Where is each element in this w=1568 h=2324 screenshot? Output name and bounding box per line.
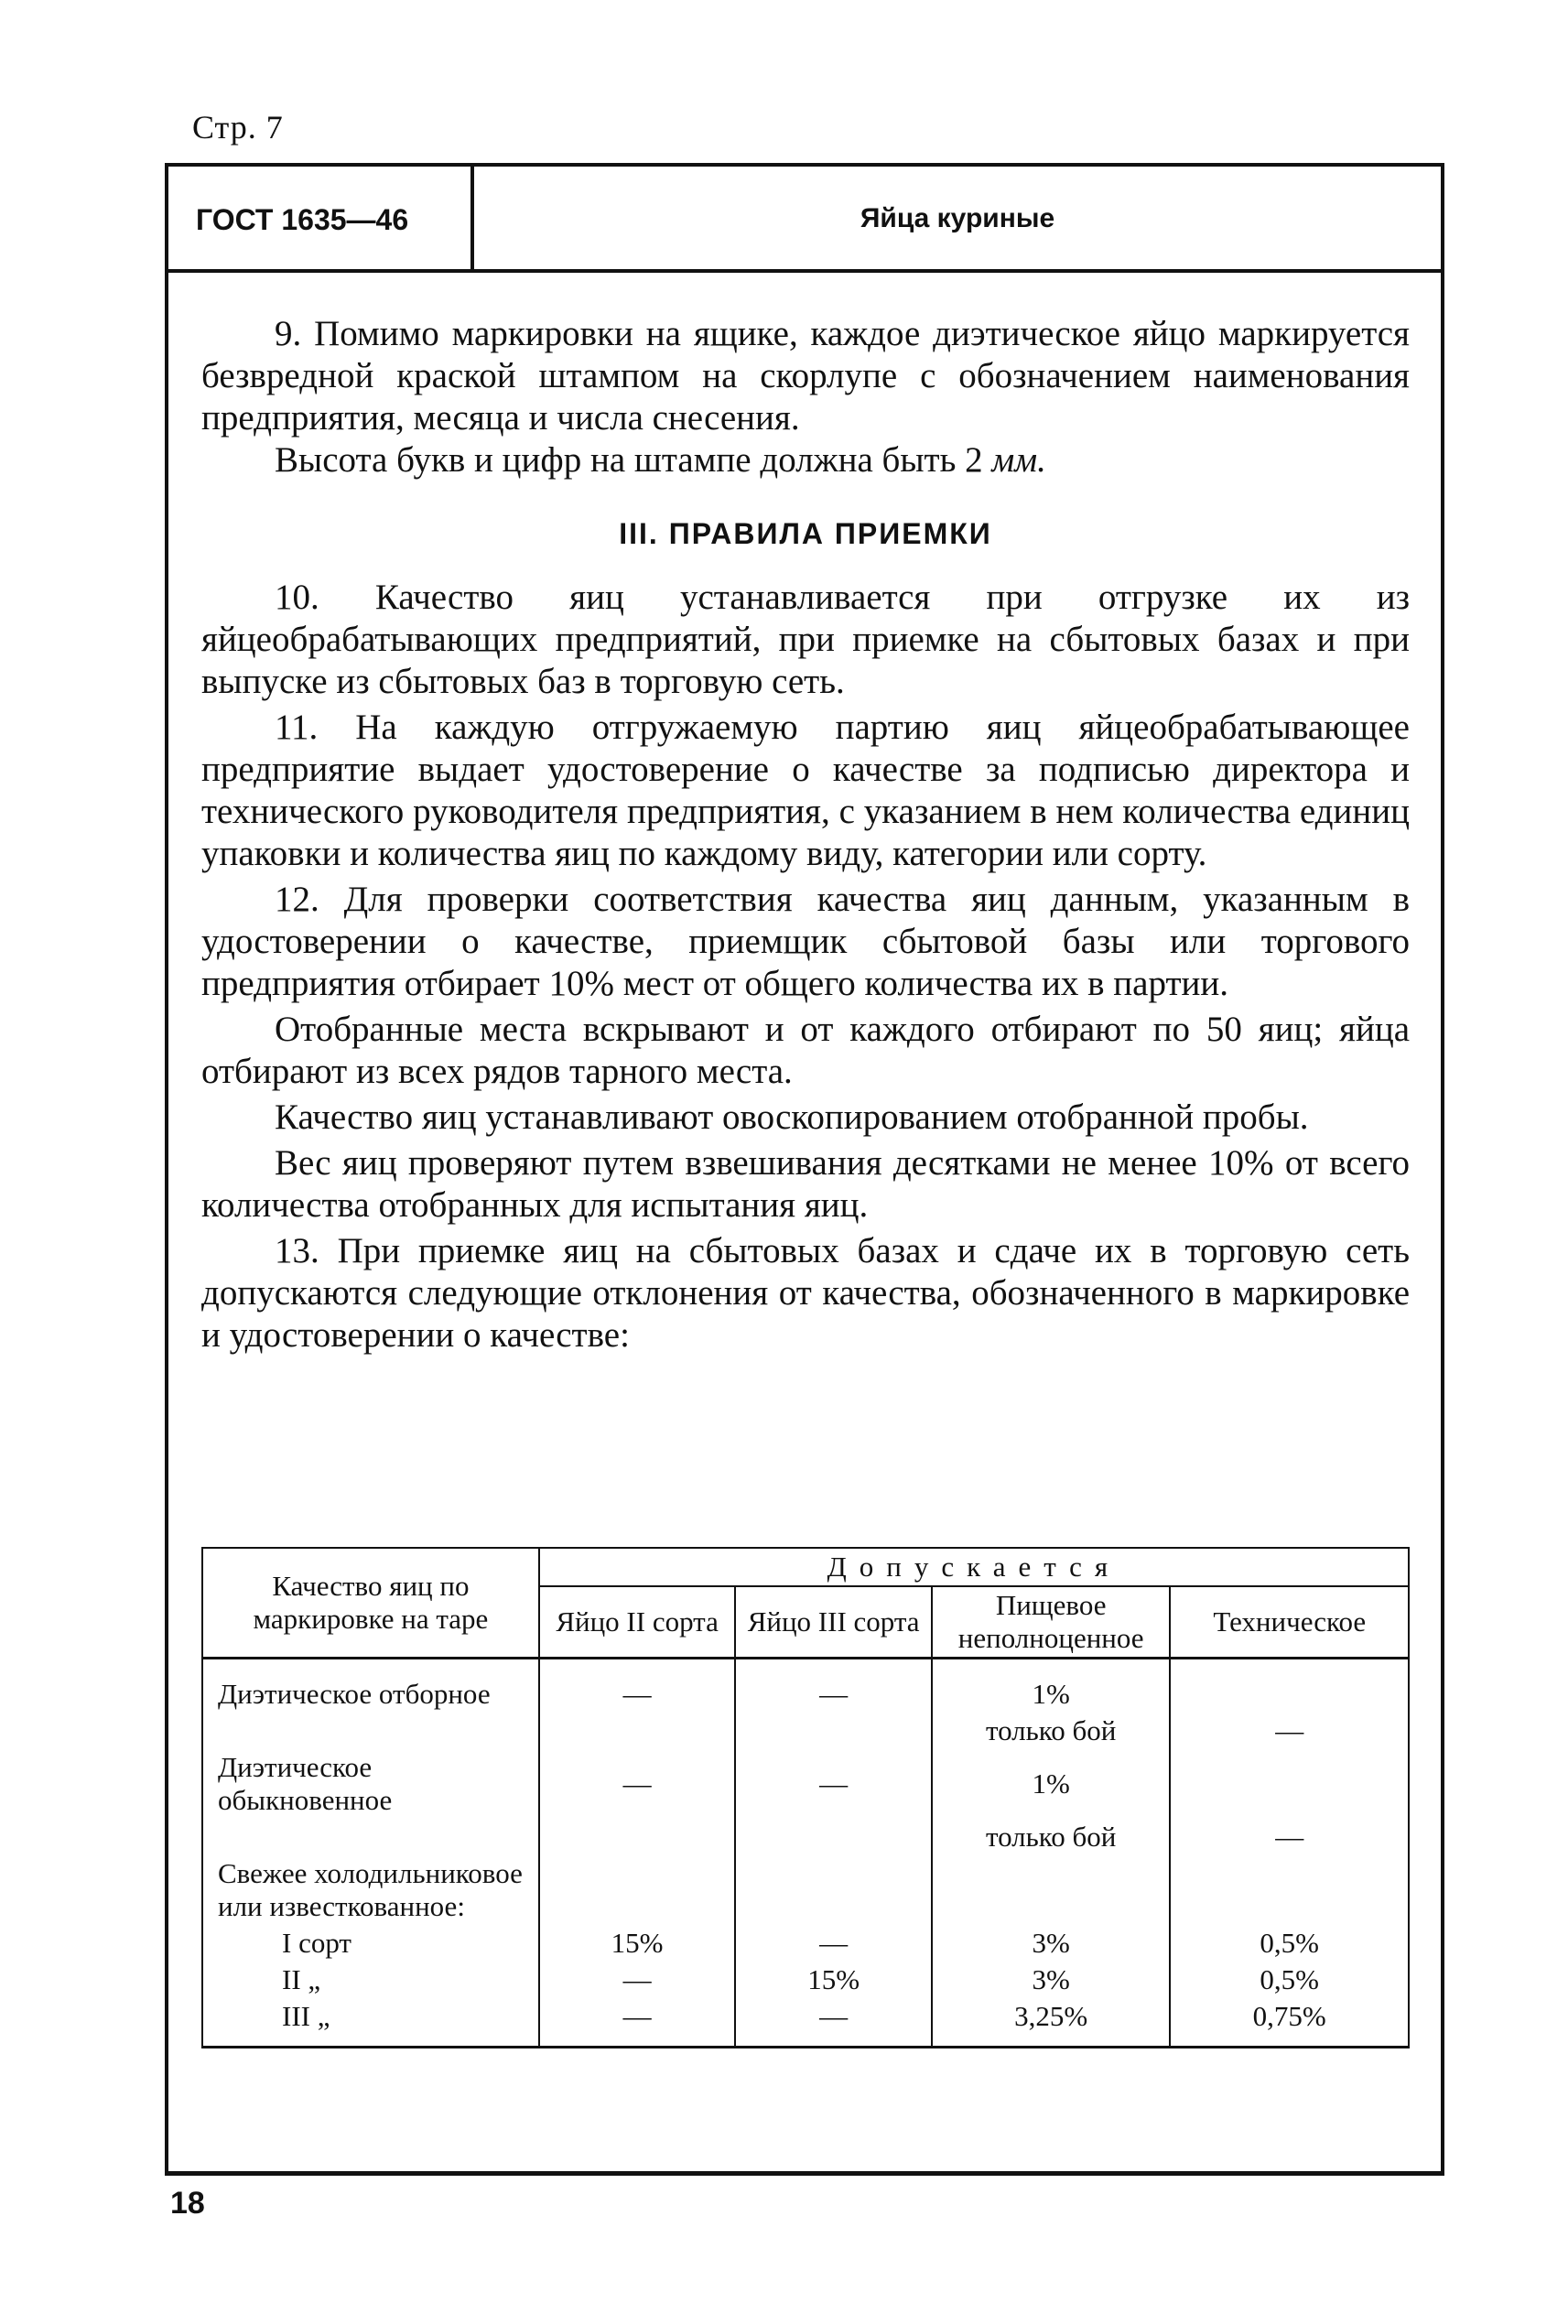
cell-grade-2: 15% xyxy=(539,1925,736,1962)
cell-grade-3 xyxy=(735,1819,932,1855)
cell-grade-2 xyxy=(539,1855,736,1925)
cell-quality: Свежее холодильниковое или известкованное: xyxy=(202,1855,539,1925)
standard-number: ГОСТ 1635—46 xyxy=(196,203,409,236)
cell-food: 3% xyxy=(932,1962,1171,1998)
cell-quality: Диэтическое обыкновенное xyxy=(202,1749,539,1819)
cell-tech: — xyxy=(1170,1819,1409,1855)
stamp-height-text: Высота букв и цифр на штампе должна быть 2 xyxy=(275,440,983,480)
cell-food: 1% xyxy=(932,1749,1171,1819)
cell-grade-2: — xyxy=(539,1962,736,1998)
table-row xyxy=(202,1749,1409,1819)
cell-grade-3 xyxy=(735,1855,932,1925)
document-title: Яйца куриные xyxy=(860,203,1055,233)
header-allowed: Допускается xyxy=(539,1548,1409,1586)
body-text xyxy=(201,313,1410,1357)
page-label-top: Стр. 7 xyxy=(192,109,284,146)
cell-quality xyxy=(202,1713,539,1749)
cell-grade-2 xyxy=(539,1713,736,1749)
cell-tech: 0,5% xyxy=(1170,1925,1409,1962)
cell-food xyxy=(932,1855,1171,1925)
cell-food: 1% xyxy=(932,1659,1171,1713)
paragraph-13: 13. При приемке яиц на сбытовых базах и сдаче их в торговую сеть допускаются следующие отклонения от качества, обозначенного в маркировке и удостоверении о качестве: xyxy=(201,1231,1410,1355)
paragraph-12-candling: Качество яиц устанавливают овоскопированием отобранной пробы. xyxy=(275,1097,1309,1137)
stamp-height-unit: мм. xyxy=(991,440,1046,480)
cell-grade-3 xyxy=(735,1713,932,1749)
cell-tech: — xyxy=(1170,1713,1409,1749)
cell-tech: 0,5% xyxy=(1170,1962,1409,1998)
cell-grade-2: — xyxy=(539,1659,736,1713)
cell-food: только бой xyxy=(932,1713,1171,1749)
cell-food: 3% xyxy=(932,1925,1171,1962)
table-row xyxy=(202,1925,1409,1962)
tolerance-table xyxy=(201,1547,1410,2048)
paragraph-12: 12. Для проверки соответствия качества яиц данным, указанным в удостоверении о качестве, приемщик сбытовой базы или торгового предприятия отбирает 10% мест от общего количества их в партии. xyxy=(201,880,1410,1003)
section-title-acceptance: III. ПРАВИЛА ПРИЕМКИ xyxy=(619,517,992,550)
paragraph-11: 11. На каждую отгружаемую партию яиц яйцеобрабатывающее предприятие выдает удостоверение о качестве за подписью директора и технического руководителя предприятия, с указанием в нем количества единиц упаковки и количества яиц по каждому виду, категории или сорту. xyxy=(201,708,1410,873)
cell-tech xyxy=(1170,1855,1409,1925)
cell-grade-3: — xyxy=(735,1749,932,1819)
table-row xyxy=(202,1855,1409,1925)
page-number-bottom: 18 xyxy=(170,2186,205,2221)
cell-grade-3: 15% xyxy=(735,1962,932,1998)
paragraph-10: 10. Качество яиц устанавливается при отгрузке их из яйцеобрабатывающих предприятий, при приемке на сбытовых базах и при выпуске из сбытовых баз в торговую сеть. xyxy=(201,578,1410,701)
header-grade-2: Яйцо II сорта xyxy=(539,1586,736,1659)
cell-grade-3: — xyxy=(735,1659,932,1713)
table-row xyxy=(202,1998,1409,2048)
paragraph-12-sampling: Отобранные места вскрывают и от каждого отбирают по 50 яиц; яйца отбирают из всех рядов тарного места. xyxy=(201,1010,1410,1091)
cell-grade-2: — xyxy=(539,1749,736,1819)
tolerance-table-wrap xyxy=(201,1547,1410,2048)
cell-quality: Диэтическое отборное xyxy=(202,1659,539,1713)
table-row xyxy=(202,1819,1409,1855)
cell-tech: 0,75% xyxy=(1170,1998,1409,2048)
cell-quality xyxy=(202,1819,539,1855)
cell-grade-2: — xyxy=(539,1998,736,2048)
paragraph-12-weight: Вес яиц проверяют путем взвешивания десятками не менее 10% от всего количества отобранных для испытания яиц. xyxy=(201,1143,1410,1225)
paragraph-9: 9. Помимо маркировки на ящике, каждое диэтическое яйцо маркируется безвредной краской штампом на скорлупе с обозначением наименования предприятия, месяца и числа снесения. xyxy=(201,314,1410,438)
header-grade-3: Яйцо III сорта xyxy=(735,1586,932,1659)
table-row xyxy=(202,1659,1409,1713)
cell-food: 3,25% xyxy=(932,1998,1171,2048)
cell-quality: I сорт xyxy=(202,1925,539,1962)
cell-grade-3: — xyxy=(735,1925,932,1962)
cell-grade-2 xyxy=(539,1819,736,1855)
table-row xyxy=(202,1713,1409,1749)
cell-quality: III „ xyxy=(202,1998,539,2048)
cell-grade-3: — xyxy=(735,1998,932,2048)
header-quality: Качество яиц по маркировке на таре xyxy=(202,1548,539,1659)
cell-quality: II „ xyxy=(202,1962,539,1998)
cell-tech xyxy=(1170,1749,1409,1819)
header-food-inferior: Пищевое неполноценное xyxy=(932,1586,1171,1659)
cell-tech xyxy=(1170,1659,1409,1713)
cell-food: только бой xyxy=(932,1819,1171,1855)
header-technical: Техническое xyxy=(1170,1586,1409,1659)
page-frame xyxy=(165,163,1444,2176)
document-header xyxy=(168,167,1441,273)
paragraph-9-stamp-height xyxy=(201,439,1410,481)
table-row xyxy=(202,1962,1409,1998)
